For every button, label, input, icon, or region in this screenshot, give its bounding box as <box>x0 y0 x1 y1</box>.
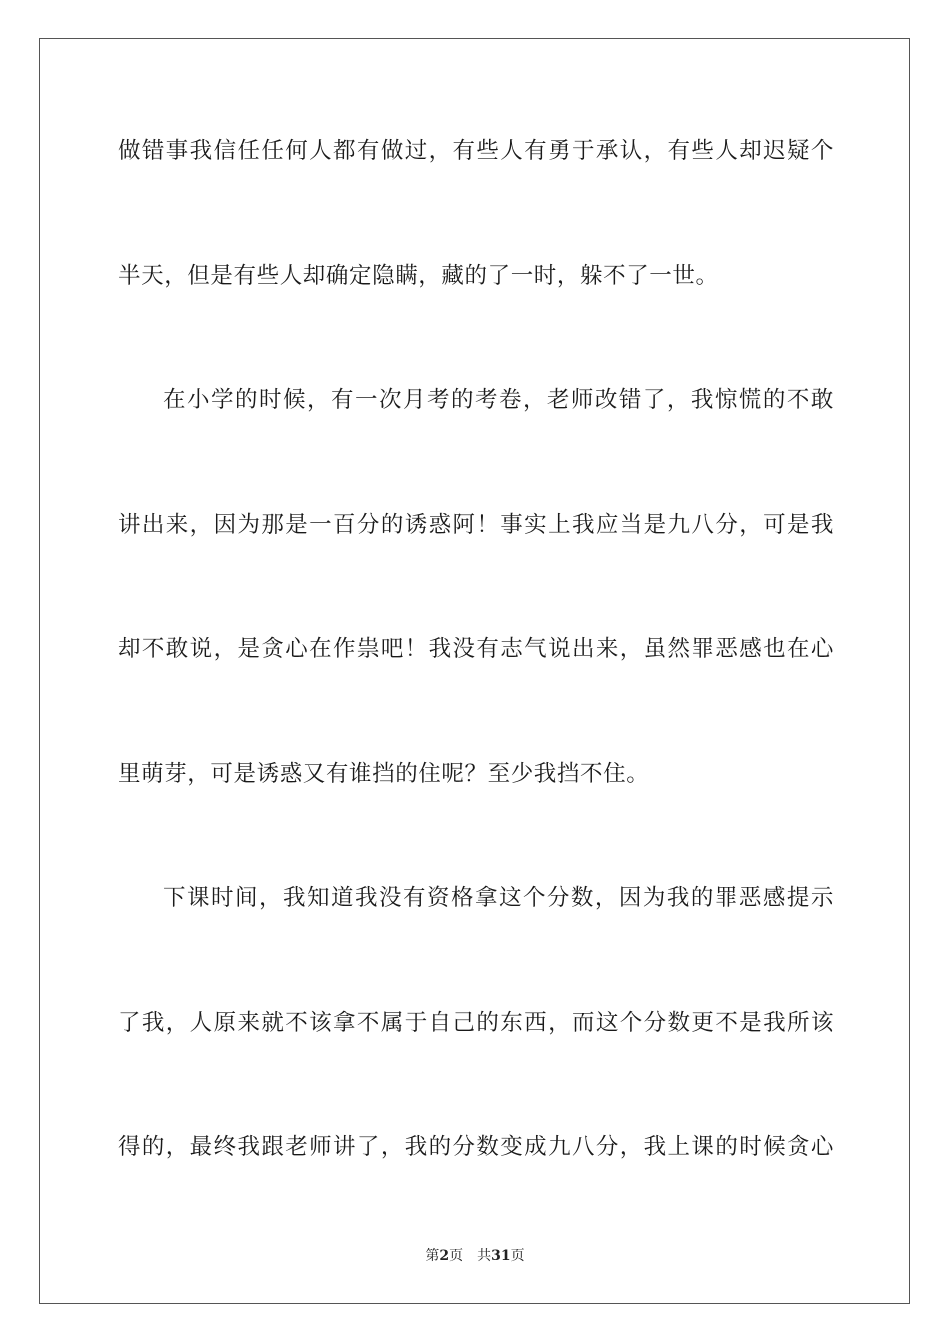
total-suffix: 页 <box>510 1248 525 1264</box>
text-line-6: 里萌芽，可是诱惑又有谁挡的住呢？至少我挡不住。 <box>118 761 650 787</box>
page-prefix: 第 <box>425 1248 440 1264</box>
text-line-2: 半天，但是有些人却确定隐瞒，藏的了一时，躲不了一世。 <box>118 263 719 289</box>
text-line-5: 却不敢说，是贪心在作祟吧！我没有志气说出来，虽然罪恶感也在心 <box>118 636 834 662</box>
total-prefix: 共 <box>477 1248 492 1264</box>
page-number: 2 <box>439 1248 450 1264</box>
text-line-7: 下课时间，我知道我没有资格拿这个分数，因为我的罪恶感提示 <box>163 885 834 911</box>
text-line-1: 做错事我信任任何人都有做过，有些人有勇于承认，有些人却迟疑个 <box>118 138 834 164</box>
total-pages: 31 <box>491 1248 511 1264</box>
page-suffix: 页 <box>449 1248 464 1264</box>
text-line-3: 在小学的时候，有一次月考的考卷，老师改错了，我惊慌的不敢 <box>163 387 834 413</box>
page-footer <box>0 1247 950 1265</box>
text-line-4: 讲出来，因为那是一百分的诱惑阿！事实上我应当是九八分，可是我 <box>118 512 834 538</box>
page-border <box>39 38 910 1304</box>
text-line-8: 了我，人原来就不该拿不属于自己的东西，而这个分数更不是我所该 <box>118 1010 834 1036</box>
text-line-9: 得的，最终我跟老师讲了，我的分数变成九八分，我上课的时候贪心 <box>118 1134 834 1160</box>
